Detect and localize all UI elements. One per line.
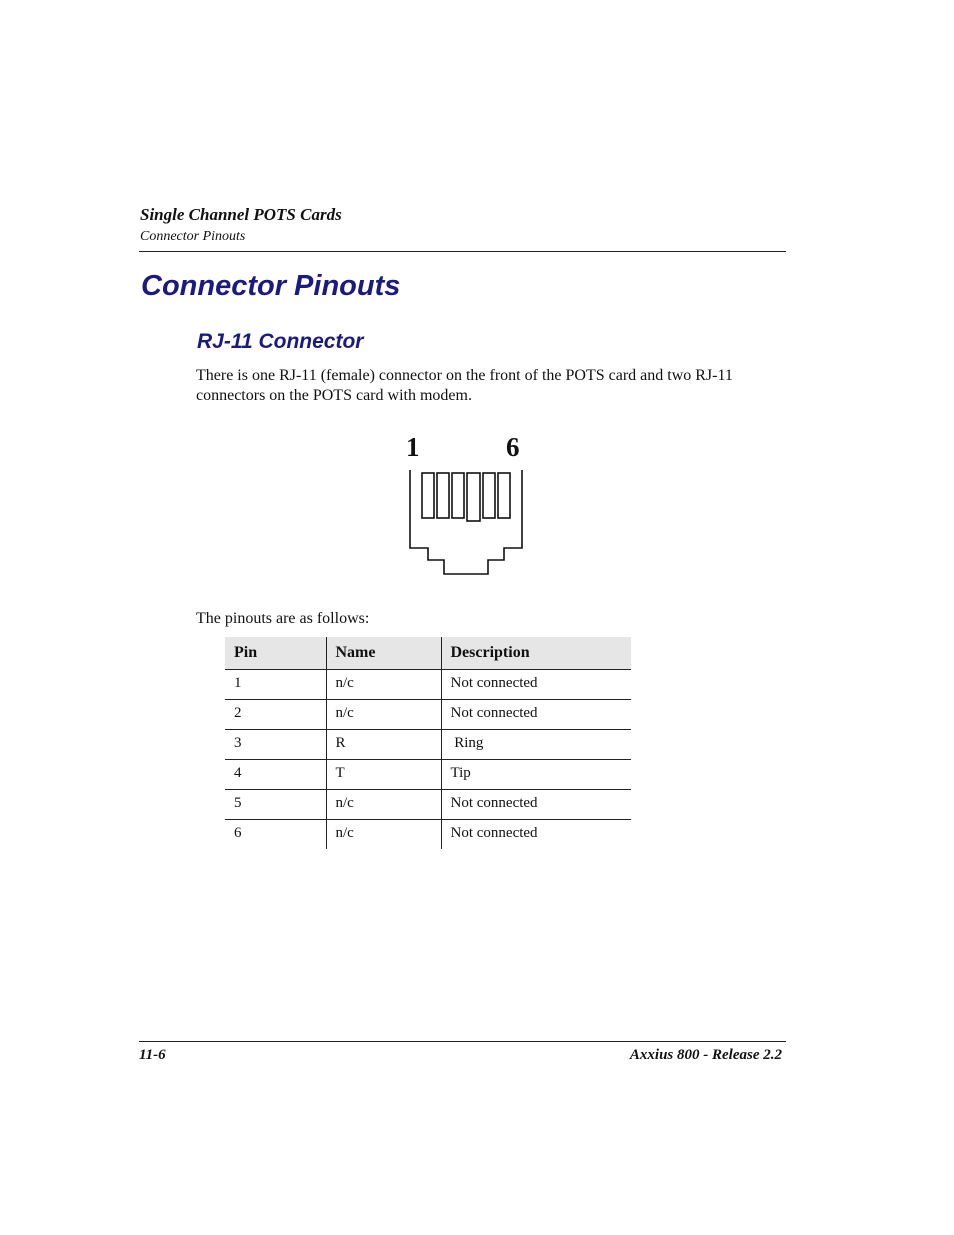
column-header-name: Name: [326, 637, 441, 669]
table-header-row: [225, 637, 631, 669]
cell-name: n/c: [326, 789, 441, 819]
column-header-description: Description: [441, 637, 631, 669]
cell-description: Not connected: [441, 789, 631, 819]
pin-6-label: 6: [506, 432, 520, 462]
pinouts-table: [225, 637, 631, 849]
cell-name: n/c: [326, 699, 441, 729]
pin-1-label: 1: [406, 432, 420, 462]
running-header-title: Single Channel POTS Cards: [140, 205, 342, 224]
body-paragraph: There is one RJ-11 (female) connector on the front of the POTS card and two RJ-11 connectors on the POTS card with modem.: [196, 367, 733, 404]
cell-pin: 3: [225, 729, 326, 759]
rj11-connector-diagram: [400, 432, 530, 580]
table-row: [225, 669, 631, 699]
cell-pin: 1: [225, 669, 326, 699]
table-row: [225, 759, 631, 789]
cell-description: Not connected: [441, 699, 631, 729]
cell-description: Ring: [441, 729, 631, 759]
cell-pin: 2: [225, 699, 326, 729]
table-row: [225, 699, 631, 729]
running-header-subtitle: Connector Pinouts: [140, 229, 246, 244]
cell-pin: 5: [225, 789, 326, 819]
table-row: [225, 729, 631, 759]
cell-description: Not connected: [441, 819, 631, 849]
page-number: 11-6: [139, 1047, 166, 1063]
table-row: [225, 819, 631, 849]
cell-pin: 6: [234, 824, 242, 841]
pinouts-intro: The pinouts are as follows:: [196, 610, 370, 627]
subsection-title: RJ-11 Connector: [197, 330, 364, 353]
product-release: Axxius 800 - Release 2.2: [629, 1047, 782, 1063]
cell-description: Tip: [441, 759, 631, 789]
table-row: [225, 789, 631, 819]
cell-name: T: [326, 759, 441, 789]
cell-pin: 4: [225, 759, 326, 789]
cell-description: Not connected: [441, 669, 631, 699]
cell-name: n/c: [326, 819, 441, 849]
rj11-jack-outline: [400, 432, 530, 580]
column-header-pin: Pin: [225, 637, 326, 669]
section-title: Connector Pinouts: [141, 270, 401, 302]
cell-name: n/c: [326, 669, 441, 699]
footer-rule: [139, 1041, 786, 1042]
cell-name: R: [326, 729, 441, 759]
header-rule: [139, 251, 786, 252]
